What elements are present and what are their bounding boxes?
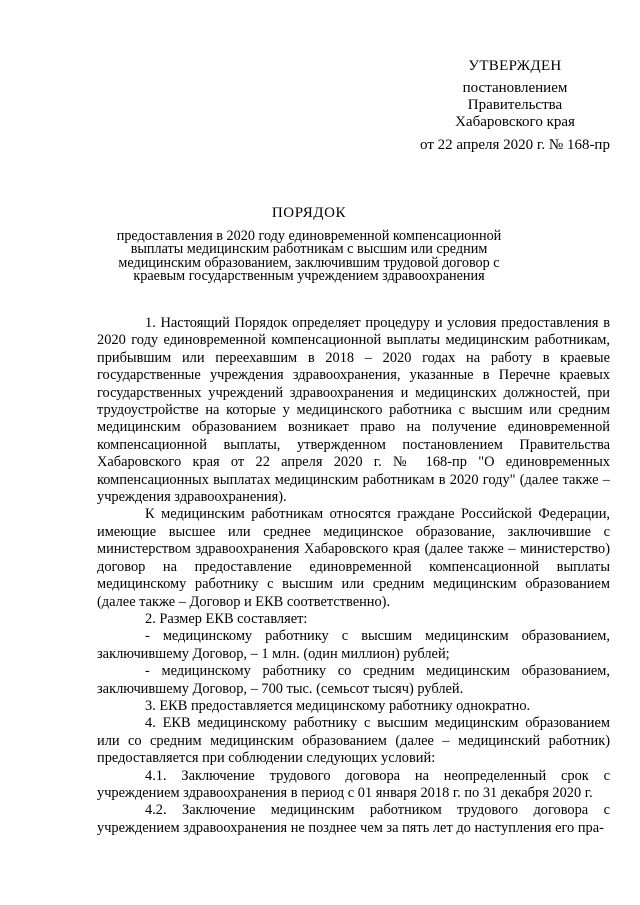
paragraph: 2. Размер ЕКВ составляет: xyxy=(145,610,308,627)
paragraph: - медицинскому работнику со средним медицинским образованием, заключившему Договор, – 700 тыс. (семьсот тысяч) рублей. xyxy=(97,663,610,697)
approval-line: постановлением xyxy=(462,80,568,96)
paragraph: 4.1. Заключение трудового договора на неопределенный срок с учреждением здравоохранения в период с 01 января 2018 г. по 31 декабря 2020 г. xyxy=(97,767,610,801)
paragraph: 4. ЕКВ медицинскому работнику с высшим медицинским образованием или со средним медицинским образованием (далее – медицинский работник) предоставляется при соблюдении следующих условий: xyxy=(97,715,610,767)
paragraph: - медицинскому работнику с высшим медицинским образованием, заключившему Договор, – 1 млн. (один миллион) рублей; xyxy=(97,628,610,662)
approval-heading: УТВЕРЖДЕН xyxy=(468,58,562,74)
paragraph: 1. Настоящий Порядок определяет процедуру и условия предоставления в 2020 году единовременной компенсационной выплаты медицинским работникам, прибывшим или переехавшим в 2018 – 2020 годах на работу в краевые государственные учреждения здравоохранения, указанные в Перечне краевых государственных учреждений здравоохранения и медицинских должностей, при трудоустройстве на которые у медицинского работника с высшим или средним медицинским образованием возникает право на получение единовременной компенсационной выплаты, утвержденном постановлением Правительства Хабаровского края от 22 апреля 2020 г. № 168-пр "О единовременных компенсационных выплатах медицинским работникам в 2020 году" (далее также – учреждения здравоохранения). xyxy=(97,315,610,506)
document-subtitle: предоставления в 2020 году единовременной компенсационной выплаты медицинским работникам с высшим или средним медицинским образованием, заключившим трудовой договор с краевым государственным учреждением здравоохранения xyxy=(116,228,502,284)
paragraph: 3. ЕКВ предоставляется медицинскому работнику однократно. xyxy=(145,697,531,714)
approval-line: Хабаровского края xyxy=(455,114,575,130)
paragraph: 4.2. Заключение медицинским работником трудового договора с учреждением здравоохранения не позднее чем за пять лет до наступления его пра- xyxy=(97,802,610,836)
approval-line: Правительства xyxy=(467,97,563,113)
approval-block xyxy=(400,58,630,154)
document-title: ПОРЯДОК xyxy=(271,205,347,221)
approval-date: от 22 апреля 2020 г. № 168-пр xyxy=(420,137,610,153)
document-body xyxy=(97,315,610,837)
paragraph: К медицинским работникам относятся граждане Российской Федерации, имеющие высшее или среднее медицинское образование, заключившие с министерством здравоохранения Хабаровского края (далее также – министерство) договор на предоставление единовременной компенсационной выплаты медицинскому работнику с высшим или средним медицинским образованием (далее также – Договор и ЕКВ соответственно). xyxy=(97,506,610,610)
